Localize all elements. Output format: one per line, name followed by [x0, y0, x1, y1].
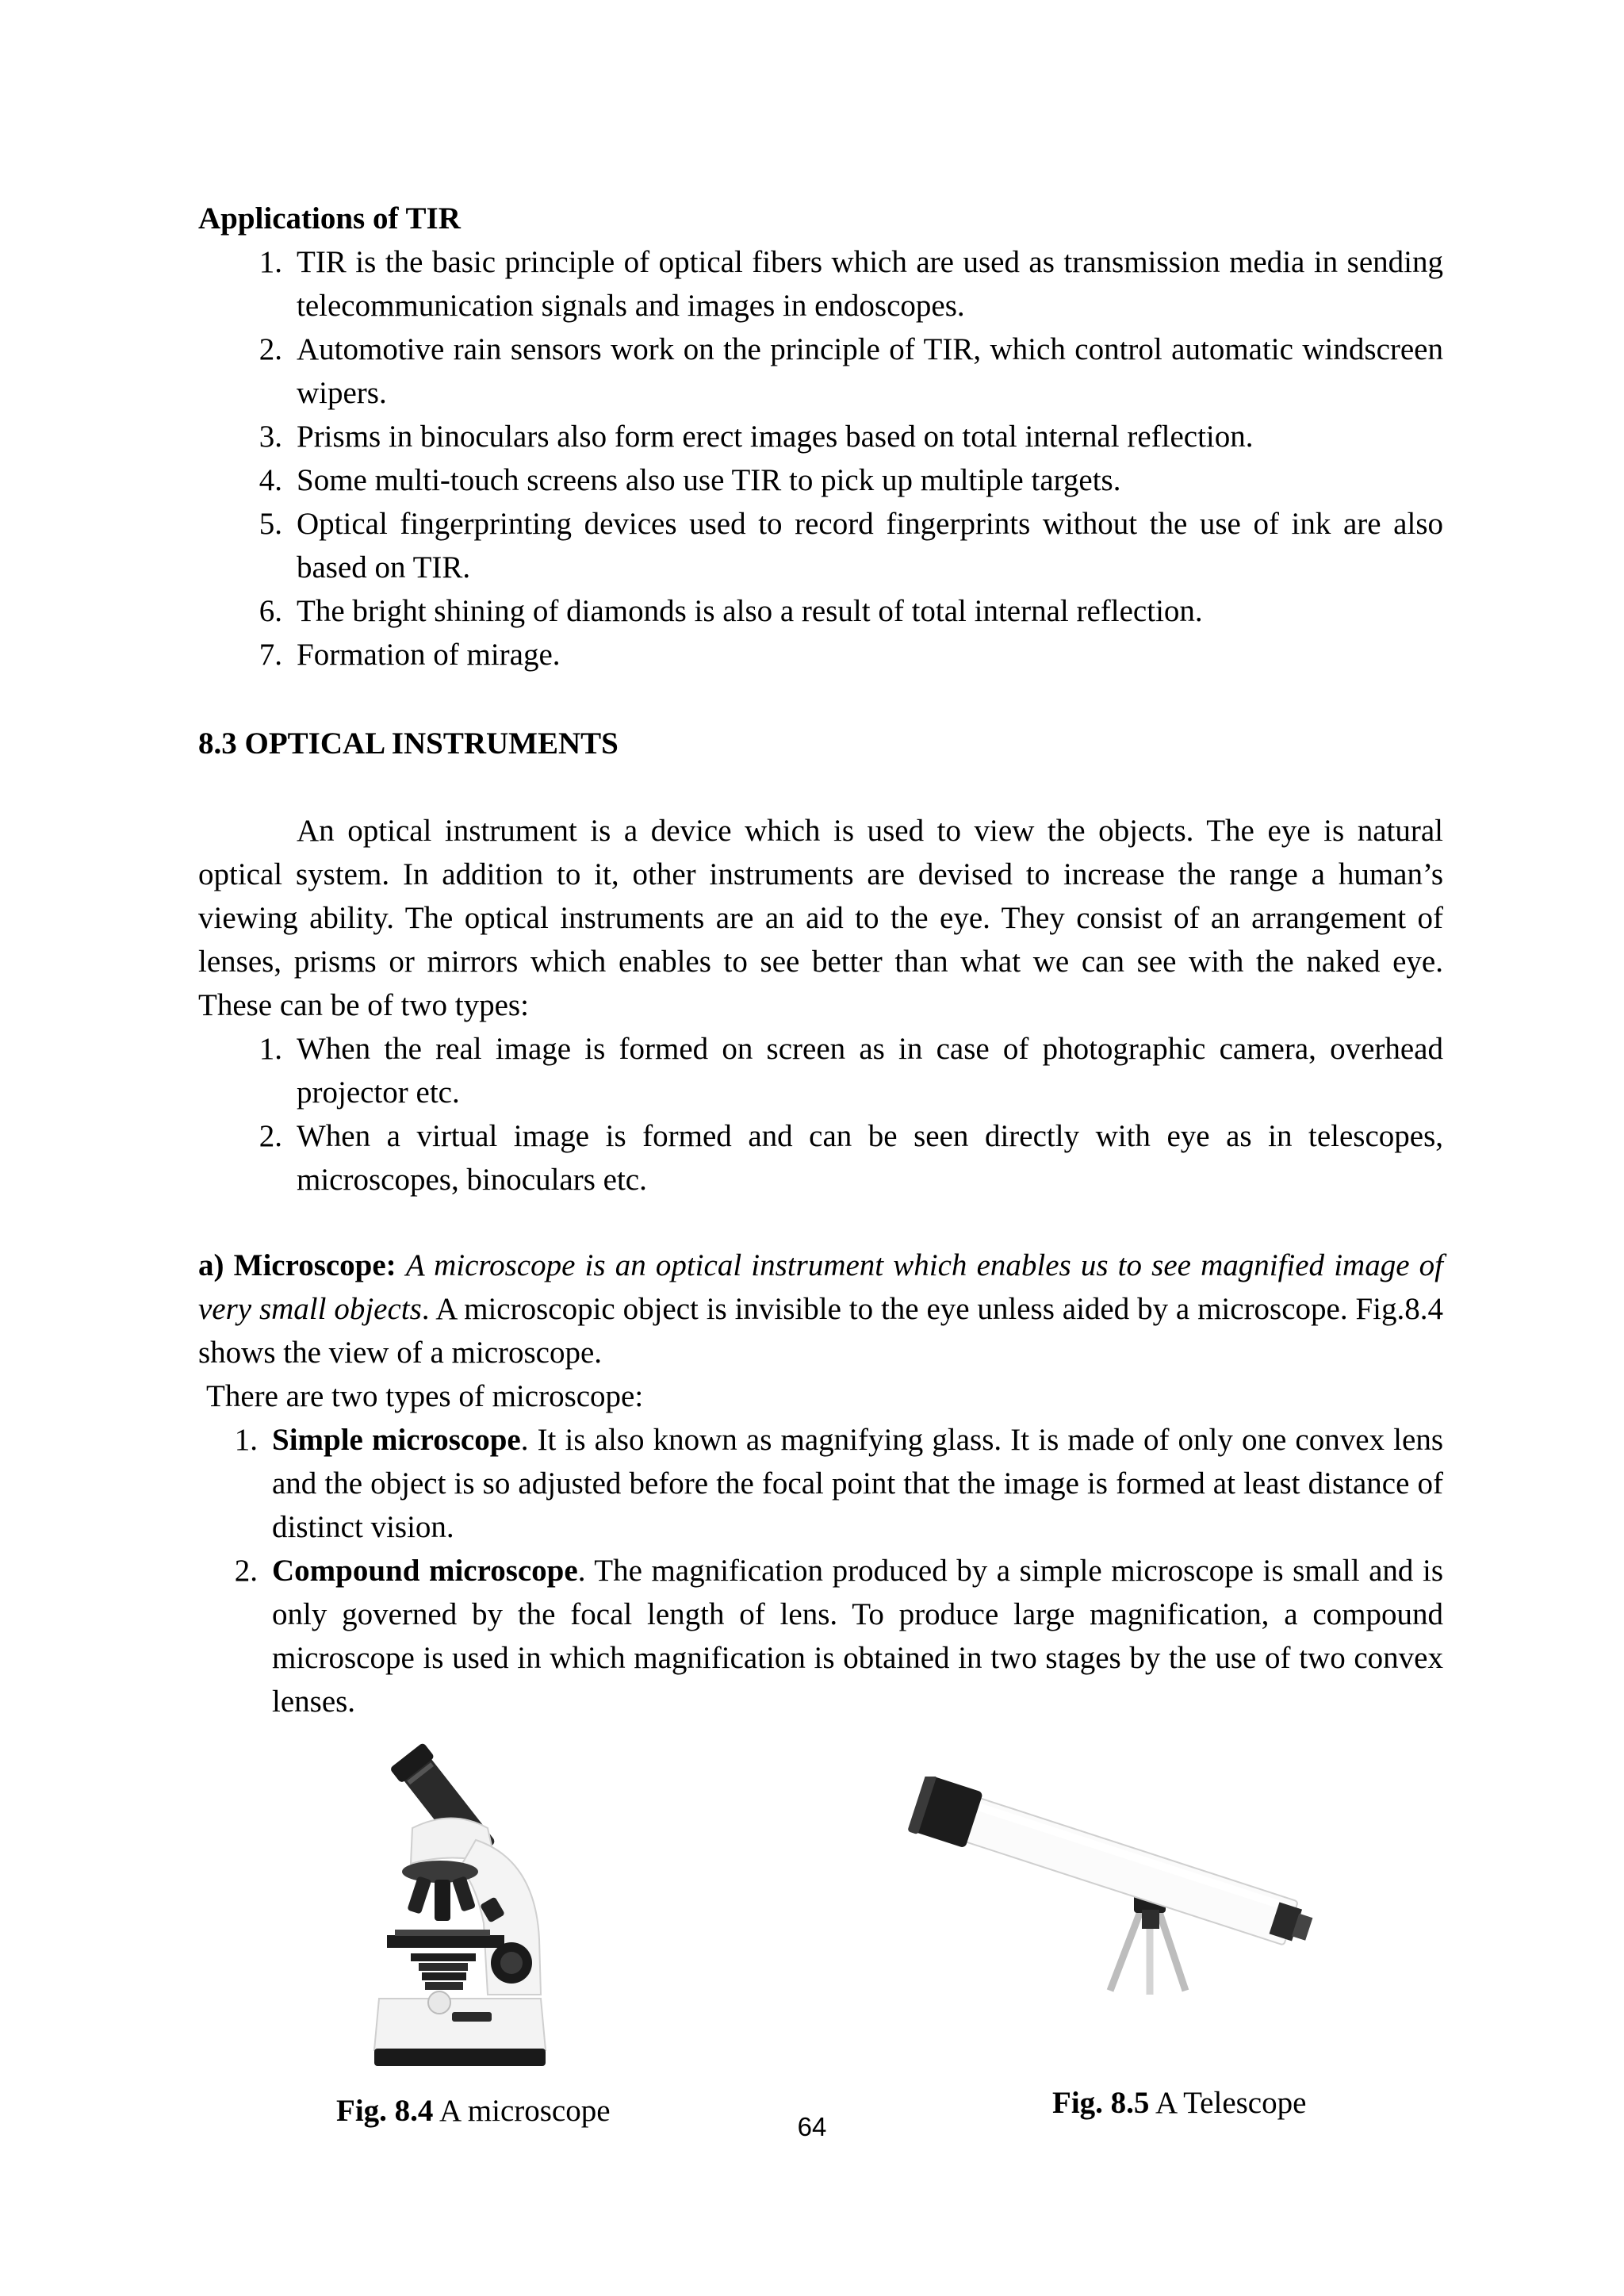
list-term: Compound microscope — [272, 1554, 578, 1588]
list-text: Some multi-touch screens also use TIR to pick up multiple targets. — [297, 463, 1121, 497]
list-item — [259, 458, 1443, 502]
list-text: When the real image is formed on screen as in case of photographic camera, overhead projector etc. — [297, 1032, 1443, 1110]
list-text: Prisms in binoculars also form erect images based on total internal reflection. — [297, 420, 1254, 454]
list-text: TIR is the basic principle of optical fibers which are used as transmission media in sending telecommunication signals and images in endoscopes. — [297, 245, 1443, 323]
list-text: . It is also known as magnifying glass. It is made of only one convex lens and the object is so adjusted before the focal point that the image is formed at least distance of distinct vision. — [272, 1423, 1443, 1544]
page-number: 64 — [797, 2112, 827, 2141]
document-page — [198, 0, 1443, 2296]
list-number: 2. — [259, 332, 282, 366]
list-number: 1. — [259, 1032, 282, 1066]
list-item — [259, 633, 1443, 677]
microscope-definition: A microscope is an optical instrument which enables us to see magnified image of very small objects — [198, 1248, 1443, 1326]
list-number: 5. — [259, 507, 282, 541]
list-number: 1. — [259, 245, 282, 279]
list-item — [259, 589, 1443, 633]
list-item — [259, 415, 1443, 458]
microscope-text: . A microscopic object is invisible to the eye unless aided by a microscope. Fig.8.4 shows the view of a microscope. — [198, 1292, 1443, 1370]
figure-caption-text: A Telescope — [1149, 2086, 1307, 2120]
microscope-figure — [357, 1733, 563, 2082]
microscope-label: a) Microscope: — [198, 1248, 396, 1282]
microscope-paragraph — [198, 1244, 1443, 1374]
figure-label: Fig. 8.4 — [336, 2094, 434, 2128]
list-text: Formation of mirage. — [297, 638, 561, 672]
list-number: 3. — [259, 420, 282, 454]
list-number: 4. — [259, 463, 282, 497]
list-item — [259, 502, 1443, 589]
microscope-image — [357, 1733, 563, 2082]
telescope-image — [904, 1777, 1316, 1999]
list-item — [234, 1418, 1443, 1549]
figure-label: Fig. 8.5 — [1052, 2086, 1150, 2120]
list-item — [234, 1549, 1443, 1723]
list-text: Automotive rain sensors work on the principle of TIR, which control automatic windscreen wipers. — [297, 332, 1443, 410]
intro-paragraph: An optical instrument is a device which is used to view the objects. The eye is natural optical system. In addition to it, other instruments are devised to increase the range a human’s viewing ability. The optical instruments are an aid to the eye. They consist of an arrangement of lenses, prisms or mirrors which enables to see better than what we can see with the naked eye. These can be of two types: — [198, 814, 1443, 1022]
list-text: The bright shining of diamonds is also a result of total internal reflection. — [297, 594, 1203, 628]
microscope-types-intro: There are two types of microscope: — [206, 1379, 644, 1413]
list-number: 2. — [234, 1554, 258, 1588]
list-text: When a virtual image is formed and can be seen directly with eye as in telescopes, microscopes, binoculars etc. — [297, 1119, 1443, 1197]
section-heading: 8.3 OPTICAL INSTRUMENTS — [198, 726, 619, 761]
list-number: 2. — [259, 1119, 282, 1153]
telescope-figure — [904, 1777, 1316, 1999]
tir-list — [259, 240, 1443, 677]
microscope-types-list — [234, 1418, 1443, 1723]
figure-caption-text: A microscope — [433, 2094, 611, 2128]
tir-heading: Applications of TIR — [198, 201, 461, 236]
list-item — [259, 1114, 1443, 1202]
list-text: . The magnification produced by a simple microscope is small and is only governed by the focal length of lens. To produce large magnification, a compound microscope is used in which magnification is obtained in two stages by the use of two convex lenses. — [272, 1554, 1443, 1719]
list-number: 7. — [259, 638, 282, 672]
list-item — [259, 240, 1443, 328]
list-number: 6. — [259, 594, 282, 628]
list-term: Simple microscope — [272, 1423, 521, 1457]
instrument-types-list — [259, 1027, 1443, 1202]
list-text: Optical fingerprinting devices used to record fingerprints without the use of ink are also based on TIR. — [297, 507, 1443, 585]
list-item — [259, 328, 1443, 415]
list-item — [259, 1027, 1443, 1114]
list-number: 1. — [234, 1423, 258, 1457]
